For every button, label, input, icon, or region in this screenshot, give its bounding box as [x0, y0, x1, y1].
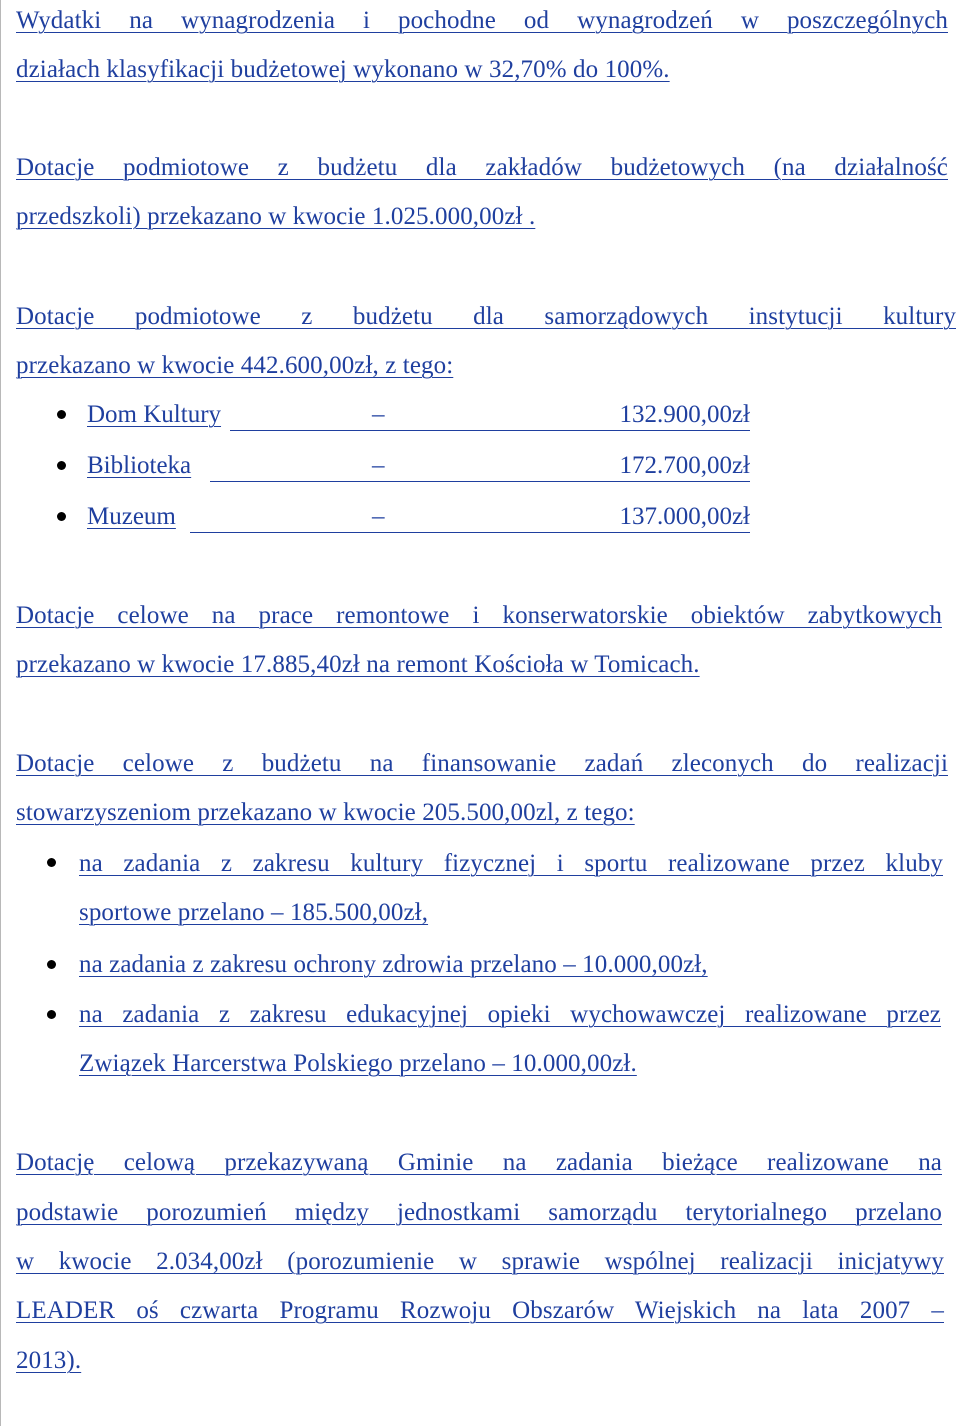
paragraph-subsidy-budget-units-line-1: Dotacje podmiotowe z budżetu dla zakładów budżetowych (na działalność — [16, 154, 948, 181]
item-name: Dom Kultury — [87, 401, 222, 428]
paragraph-monuments-line-2: przekazano w kwocie 17.885,40zł na remont Kościoła w Tomicach. — [16, 651, 700, 678]
bullet-icon — [57, 410, 66, 419]
margin-rule — [0, 0, 1, 1426]
paragraph-leader-line-3: w kwocie 2.034,00zł (porozumienie w sprawie wspólnej realizacji inicjatywy — [16, 1248, 944, 1275]
list-item-health-line-1: na zadania z zakresu ochrony zdrowia przelano – 10.000,00zł, — [79, 951, 708, 978]
item-amount: 172.700,00zł — [619, 452, 750, 479]
item-amount: 132.900,00zł — [619, 401, 750, 428]
paragraph-commissioned-tasks-line-1: Dotacje celowe z budżetu na finansowanie zadań zleconych do realizacji — [16, 750, 948, 777]
item-dash: – — [372, 452, 385, 479]
paragraph-wages-line-1: Wydatki na wynagrodzenia i pochodne od wynagrodzeń w poszczególnych — [16, 7, 948, 34]
item-dash: – — [372, 401, 385, 428]
paragraph-culture-institutions-line-1: Dotacje podmiotowe z budżetu dla samorządowych instytucji kultury — [16, 303, 956, 330]
paragraph-culture-institutions-line-2: przekazano w kwocie 442.600,00zł, z tego: — [16, 352, 454, 379]
item-dash: – — [372, 503, 385, 530]
paragraph-leader-line-4: LEADER oś czwarta Programu Rozwoju Obszarów Wiejskich na lata 2007 – — [16, 1297, 944, 1324]
paragraph-commissioned-tasks-line-2: stowarzyszeniom przekazano w kwocie 205.500,00zl, z tego: — [16, 799, 635, 826]
paragraph-leader-line-1: Dotację celową przekazywaną Gminie na zadania bieżące realizowane na — [16, 1149, 942, 1176]
paragraph-leader-line-5: 2013). — [16, 1347, 82, 1374]
bullet-icon — [47, 1010, 56, 1019]
leader-line — [190, 532, 750, 533]
bullet-icon — [47, 858, 56, 867]
item-name: Biblioteka — [87, 452, 192, 479]
bullet-icon — [57, 461, 66, 470]
paragraph-wages-line-2: działach klasyfikacji budżetowej wykonano w 32,70% do 100%. — [16, 56, 670, 83]
bullet-icon — [57, 512, 66, 521]
paragraph-subsidy-budget-units-line-2: przedszkoli) przekazano w kwocie 1.025.000,00zł . — [16, 203, 536, 230]
bullet-icon — [47, 960, 56, 969]
list-item-education-line-1: na zadania z zakresu edukacyjnej opieki wychowawczej realizowane przez — [79, 1001, 941, 1028]
leader-line — [230, 430, 750, 431]
paragraph-leader-line-2: podstawie porozumień między jednostkami samorządu terytorialnego przelano — [16, 1199, 942, 1226]
item-name: Muzeum — [87, 503, 176, 530]
list-item-education-line-2: Związek Harcerstwa Polskiego przelano – 10.000,00zł. — [79, 1050, 637, 1077]
leader-line — [210, 481, 750, 482]
list-item-sport-line-1: na zadania z zakresu kultury fizycznej i sportu realizowane przez kluby — [79, 850, 943, 877]
list-item-sport-line-2: sportowe przelano – 185.500,00zł, — [79, 899, 429, 926]
paragraph-monuments-line-1: Dotacje celowe na prace remontowe i konserwatorskie obiektów zabytkowych — [16, 602, 942, 629]
item-amount: 137.000,00zł — [619, 503, 750, 530]
